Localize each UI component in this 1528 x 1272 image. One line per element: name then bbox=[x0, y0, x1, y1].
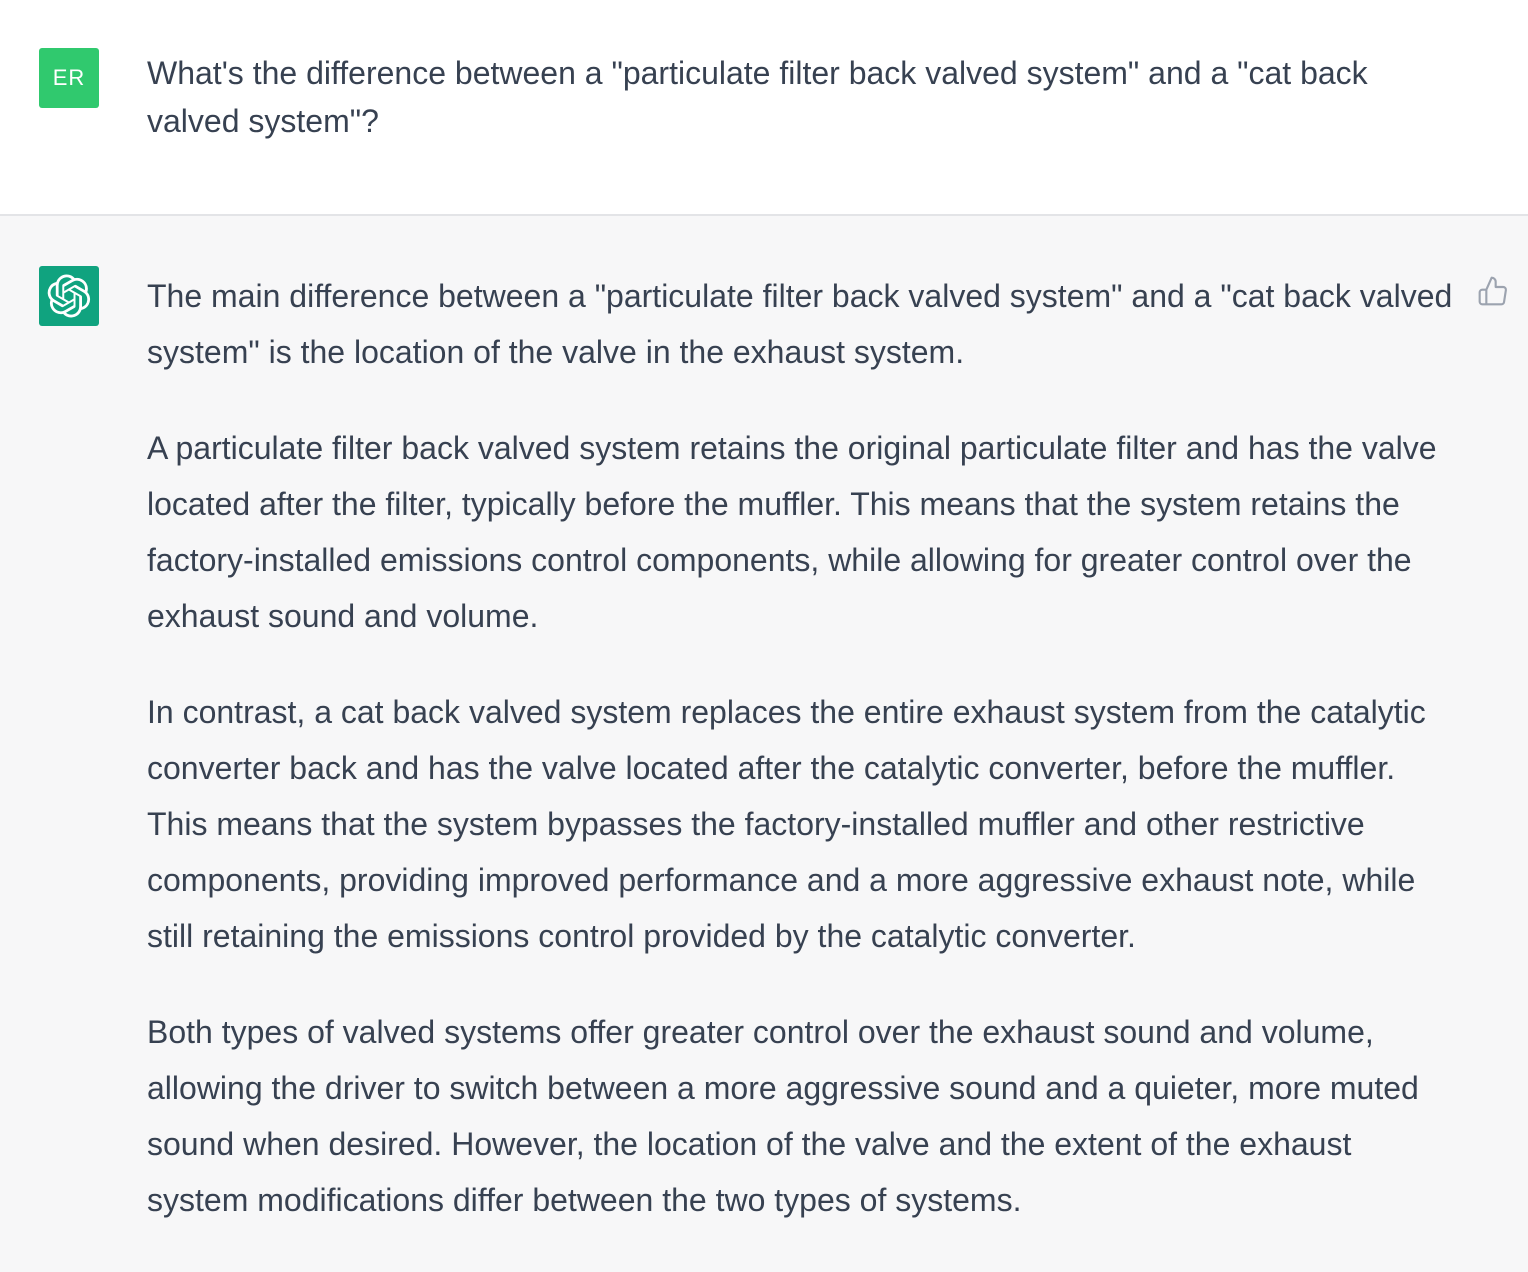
assistant-paragraph-4: Both types of valved systems offer greater control over the exhaust sound and volume, allowing the driver to switch between a more aggressive sound and a quieter, more muted sound when desired. However, the location of the valve and the extent of the exhaust system modifications differ between the two types of systems. bbox=[147, 1014, 1419, 1218]
user-message-row bbox=[0, 0, 1528, 216]
user-avatar bbox=[39, 48, 99, 108]
assistant-paragraph-2: A particulate filter back valved system retains the original particulate filter and has the valve located after the filter, typically before the muffler. This means that the system retains the factory-installed emissions control components, while allowing for greater control over the exhaust sound and volume. bbox=[147, 430, 1437, 634]
user-avatar-initials: ER bbox=[52, 65, 86, 90]
assistant-paragraph-3: In contrast, a cat back valved system replaces the entire exhaust system from the catalytic converter back and has the valve located after the catalytic converter, before the muffler. This means that the system bypasses the factory-installed muffler and other restrictive components, providing improved performance and a more aggressive exhaust note, while still retaining the emissions control provided by the catalytic converter. bbox=[147, 694, 1426, 954]
openai-logo-icon bbox=[47, 274, 91, 318]
assistant-message-text bbox=[147, 268, 1457, 1268]
thumbs-up-icon bbox=[1477, 275, 1509, 307]
user-message-text: What's the difference between a "particulate filter back valved system" and a "cat back valved system"? bbox=[147, 55, 1368, 139]
assistant-message-row bbox=[0, 216, 1528, 1272]
assistant-paragraph-1: The main difference between a "particulate filter back valved system" and a "cat back valved system" is the location of the valve in the exhaust system. bbox=[147, 278, 1453, 370]
assistant-avatar bbox=[39, 266, 99, 326]
thumbs-up-button[interactable] bbox=[1476, 274, 1510, 308]
